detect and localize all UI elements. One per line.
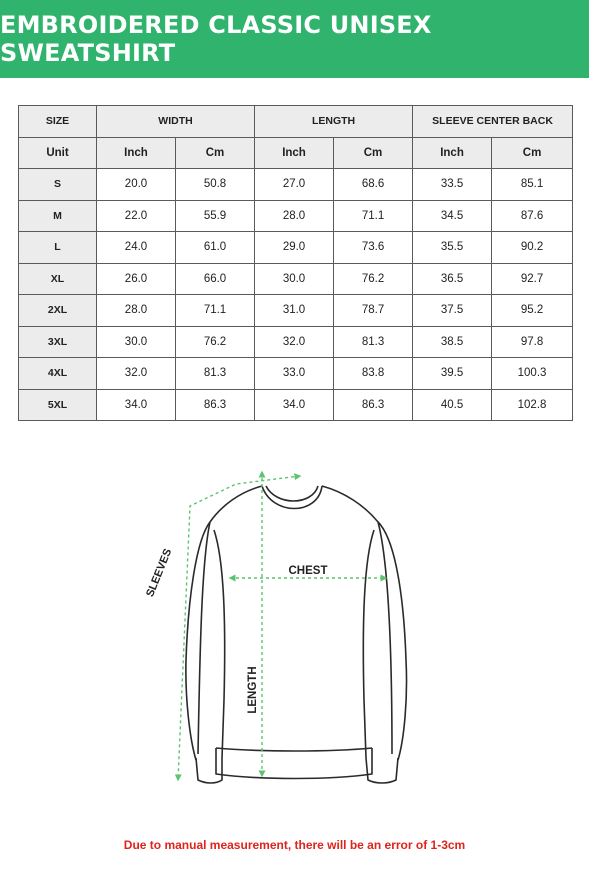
size-cell: L — [19, 232, 97, 264]
table-cell: 34.0 — [97, 389, 176, 421]
unit-cell: Inch — [413, 137, 492, 169]
table-cell: 92.7 — [492, 263, 573, 295]
table-cell: 32.0 — [255, 326, 334, 358]
table-cell: 76.2 — [176, 326, 255, 358]
table-cell: 61.0 — [176, 232, 255, 264]
sleeve-arrow — [178, 476, 300, 780]
table-cell: 40.5 — [413, 389, 492, 421]
header-width: WIDTH — [97, 106, 255, 138]
header-length: LENGTH — [255, 106, 413, 138]
size-cell: 4XL — [19, 358, 97, 390]
measurement-arrows — [178, 472, 386, 780]
table-cell: 39.5 — [413, 358, 492, 390]
unit-cell: Inch — [255, 137, 334, 169]
header-size: SIZE — [19, 106, 97, 138]
table-cell: 22.0 — [97, 200, 176, 232]
table-row — [19, 232, 573, 264]
unit-cell: Cm — [492, 137, 573, 169]
table-cell: 24.0 — [97, 232, 176, 264]
table-header-row — [19, 106, 573, 138]
table-cell: 86.3 — [176, 389, 255, 421]
table-cell: 38.5 — [413, 326, 492, 358]
table-cell: 32.0 — [97, 358, 176, 390]
table-cell: 66.0 — [176, 263, 255, 295]
sweatshirt-outline — [186, 486, 407, 783]
table-cell: 26.0 — [97, 263, 176, 295]
table-row — [19, 200, 573, 232]
table-cell: 68.6 — [334, 169, 413, 201]
table-cell: 85.1 — [492, 169, 573, 201]
size-cell: S — [19, 169, 97, 201]
table-cell: 76.2 — [334, 263, 413, 295]
table-cell: 36.5 — [413, 263, 492, 295]
table-cell: 83.8 — [334, 358, 413, 390]
table-cell: 34.5 — [413, 200, 492, 232]
table-cell: 55.9 — [176, 200, 255, 232]
table-cell: 20.0 — [97, 169, 176, 201]
table-cell: 31.0 — [255, 295, 334, 327]
table-cell: 27.0 — [255, 169, 334, 201]
size-chart-table — [18, 105, 573, 421]
table-cell: 81.3 — [176, 358, 255, 390]
table-cell: 29.0 — [255, 232, 334, 264]
table-row — [19, 169, 573, 201]
header-sleeve: SLEEVE CENTER BACK — [413, 106, 573, 138]
unit-cell: Cm — [334, 137, 413, 169]
table-cell: 33.5 — [413, 169, 492, 201]
table-cell: 30.0 — [97, 326, 176, 358]
table-cell: 37.5 — [413, 295, 492, 327]
table-cell: 90.2 — [492, 232, 573, 264]
size-cell: 5XL — [19, 389, 97, 421]
table-cell: 34.0 — [255, 389, 334, 421]
table-row — [19, 263, 573, 295]
sweatshirt-diagram — [130, 460, 460, 790]
table-cell: 102.8 — [492, 389, 573, 421]
table-cell: 87.6 — [492, 200, 573, 232]
table-cell: 30.0 — [255, 263, 334, 295]
table-row — [19, 326, 573, 358]
table-cell: 81.3 — [334, 326, 413, 358]
table-cell: 71.1 — [334, 200, 413, 232]
table-row — [19, 389, 573, 421]
unit-cell: Inch — [97, 137, 176, 169]
title-banner — [0, 0, 589, 78]
size-cell: 3XL — [19, 326, 97, 358]
length-label: LENGTH — [247, 666, 259, 714]
table-cell: 71.1 — [176, 295, 255, 327]
table-unit-row — [19, 137, 573, 169]
table-row — [19, 295, 573, 327]
table-cell: 95.2 — [492, 295, 573, 327]
table-cell: 35.5 — [413, 232, 492, 264]
table-cell: 28.0 — [255, 200, 334, 232]
size-cell: M — [19, 200, 97, 232]
table-cell: 86.3 — [334, 389, 413, 421]
table-cell: 33.0 — [255, 358, 334, 390]
table-cell: 97.8 — [492, 326, 573, 358]
table-cell: 73.6 — [334, 232, 413, 264]
measurement-note: Due to manual measurement, there will be an error of 1-3cm — [123, 838, 466, 852]
table-cell: 28.0 — [97, 295, 176, 327]
unit-cell: Cm — [176, 137, 255, 169]
table-cell: 50.8 — [176, 169, 255, 201]
unit-cell: Unit — [19, 137, 97, 169]
table-cell: 100.3 — [492, 358, 573, 390]
size-cell: XL — [19, 263, 97, 295]
sleeves-label: SLEEVES — [144, 547, 175, 599]
page-title: EMBROIDERED CLASSIC UNISEX SWEATSHIRT — [0, 11, 432, 67]
table-cell: 78.7 — [334, 295, 413, 327]
table-row — [19, 358, 573, 390]
size-cell: 2XL — [19, 295, 97, 327]
chest-label: CHEST — [288, 565, 328, 577]
